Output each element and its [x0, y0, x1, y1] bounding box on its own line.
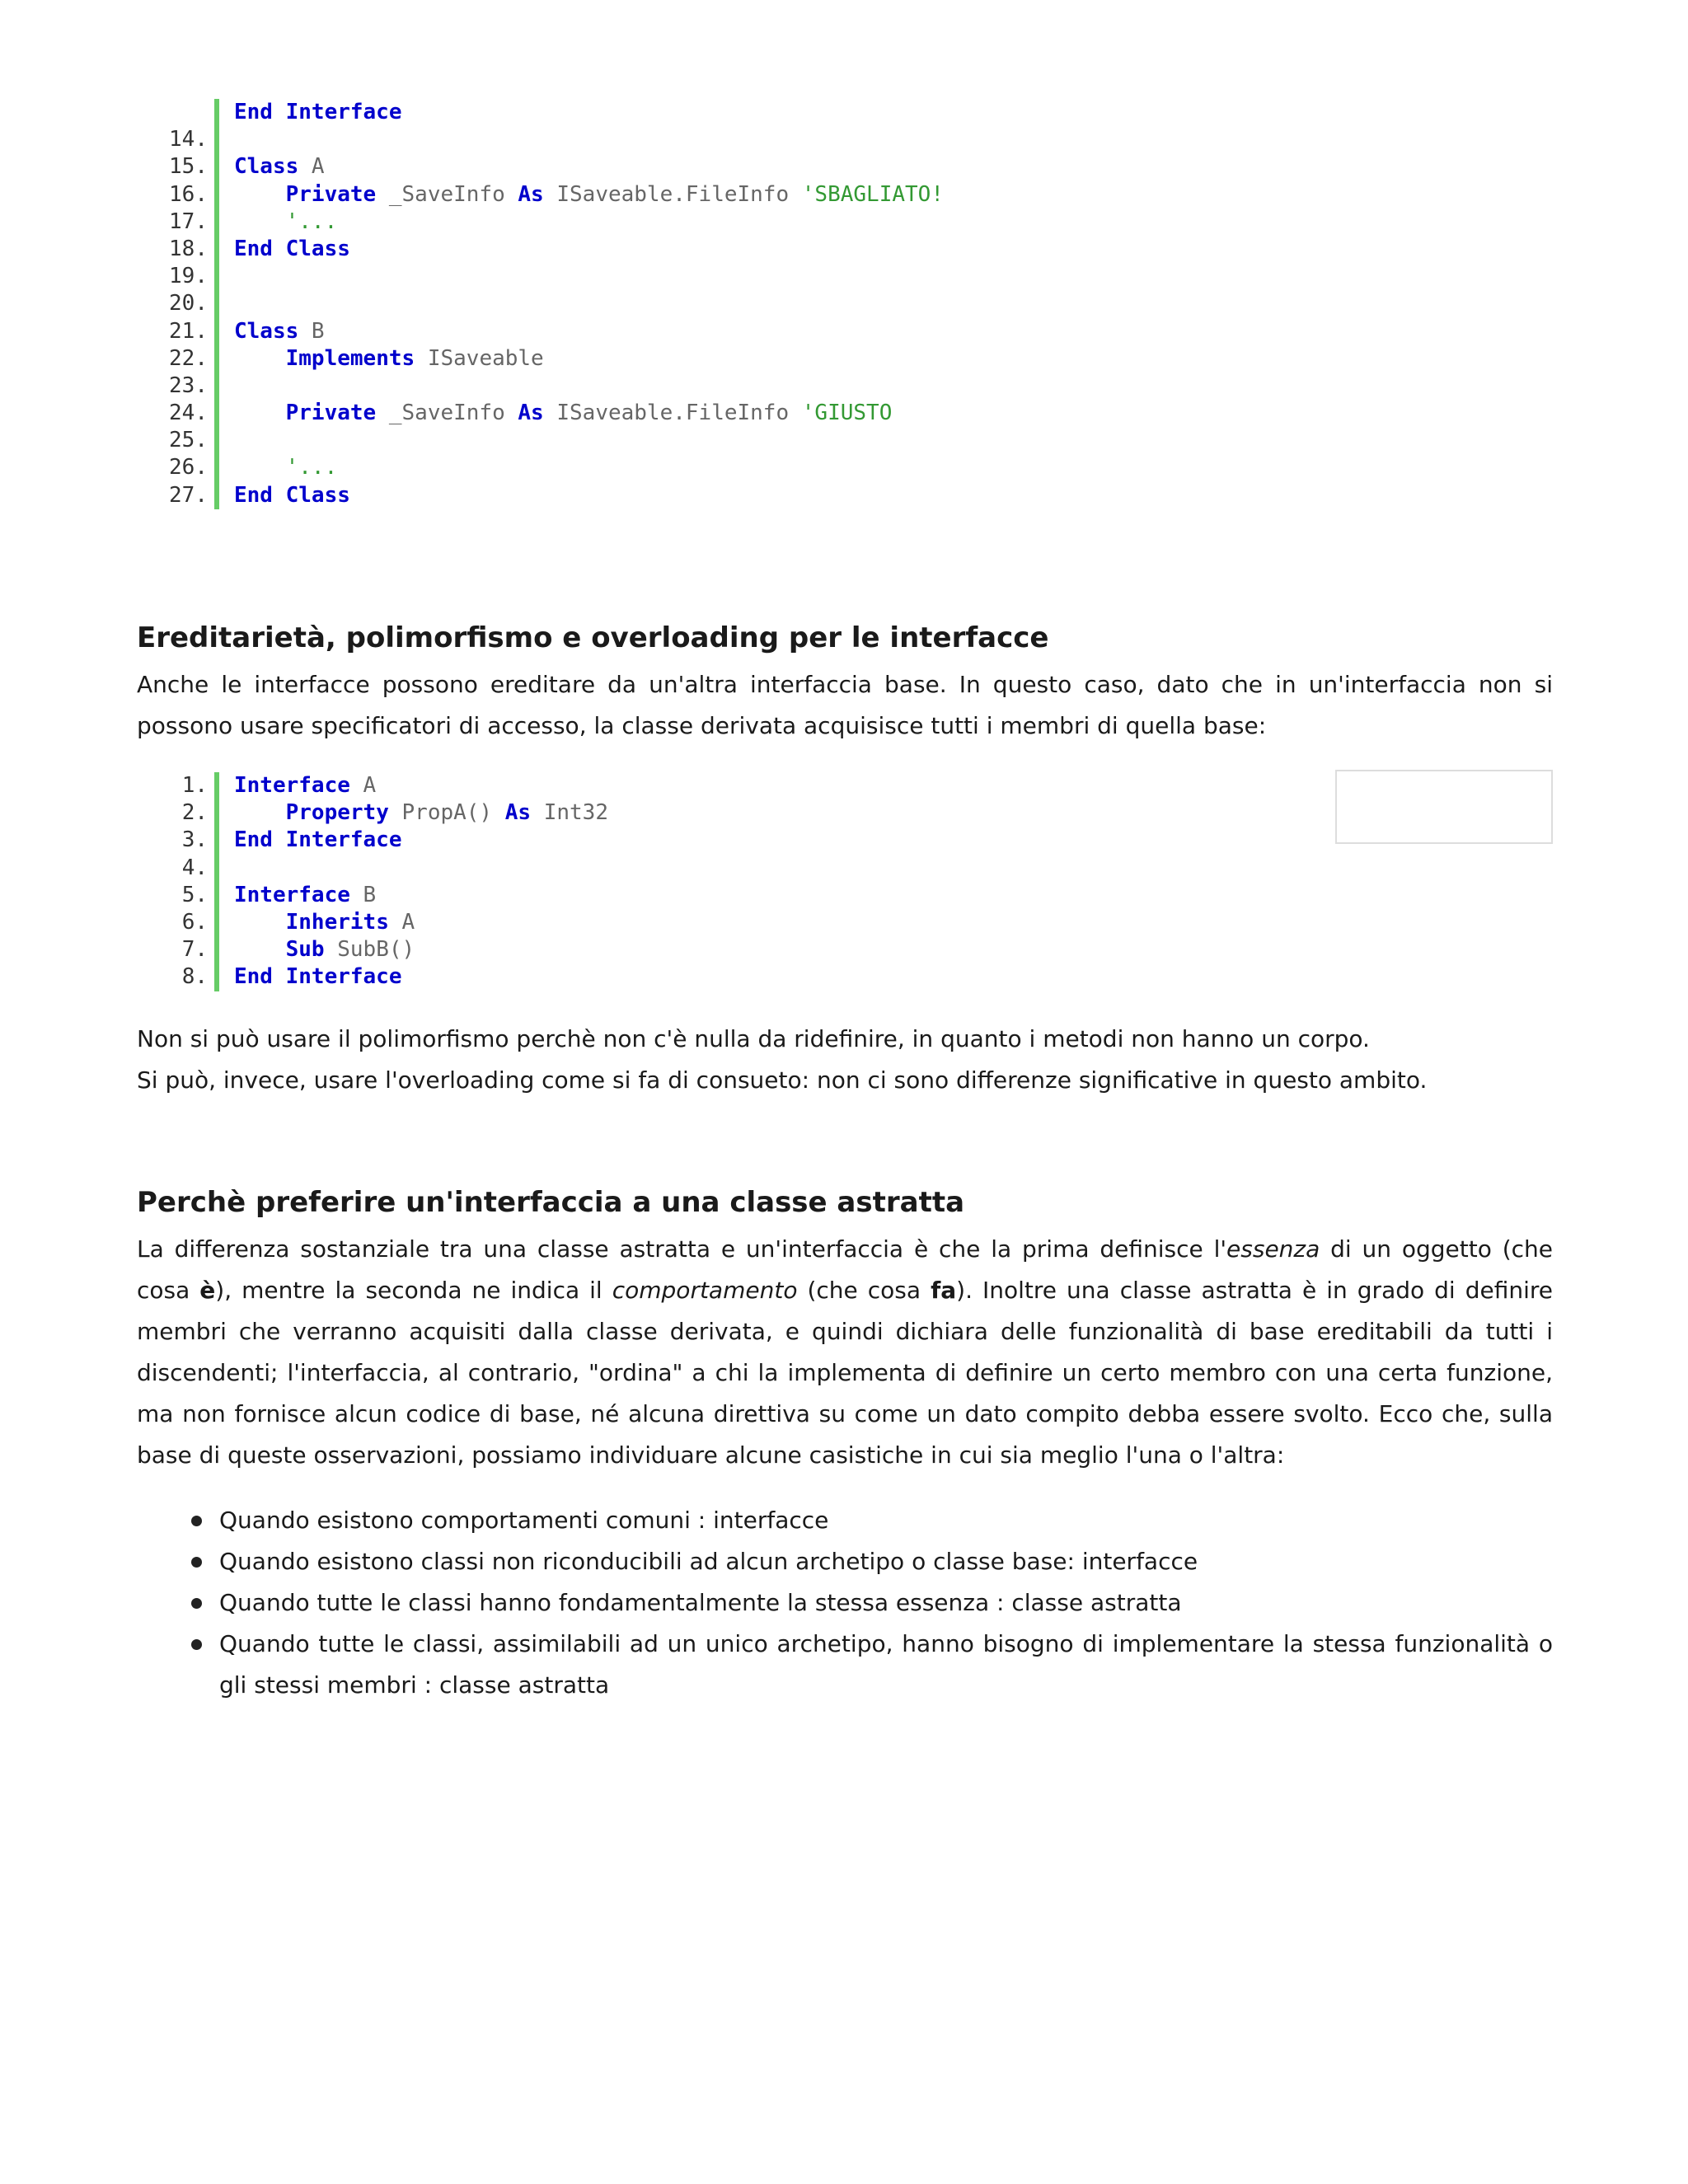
- code-line: [137, 345, 944, 373]
- code-keyword: Private: [285, 181, 377, 207]
- line-number: 1.: [181, 773, 208, 798]
- code-text: [219, 126, 234, 153]
- code-line: [137, 236, 944, 263]
- code-text: [219, 236, 350, 263]
- bullet-icon: [191, 1598, 202, 1609]
- code-line: [137, 855, 608, 882]
- code-token: ISaveable: [415, 345, 544, 371]
- code-token: SubB(): [324, 937, 415, 963]
- code-text: [219, 772, 376, 799]
- line-number: 2.: [181, 800, 208, 826]
- line-number: 22.: [169, 345, 208, 371]
- list-item: [137, 1541, 1553, 1582]
- code-token: [234, 800, 286, 825]
- code-comment: '...: [285, 455, 338, 480]
- line-number: [137, 99, 214, 126]
- code-token: [234, 209, 286, 234]
- code-text: [219, 153, 325, 180]
- term-e: è: [199, 1277, 216, 1304]
- guidelines-list: [137, 1500, 1553, 1706]
- code-keyword: Property: [285, 800, 389, 826]
- line-number: 27.: [169, 482, 208, 508]
- code-token: A: [298, 154, 325, 180]
- code-keyword: Class: [234, 318, 299, 344]
- code-text: [219, 318, 325, 345]
- code-keyword: Interface: [234, 882, 350, 907]
- code-text: [219, 454, 337, 481]
- line-number: 14.: [169, 127, 208, 152]
- code-text: [219, 427, 234, 454]
- line-number: 25.: [169, 428, 208, 453]
- line-number: 4.: [181, 855, 208, 880]
- empty-box: [1335, 770, 1553, 844]
- overloading-note: Si può, invece, usare l'overloading come si fa di consueto: non ci sono differenze significative in questo ambito.: [137, 1066, 1428, 1094]
- list-item-text: Quando esistono classi non riconducibili ad alcun archetipo o classe base: interfacce: [219, 1548, 1198, 1575]
- code-comment: 'GIUSTO: [801, 401, 893, 426]
- code-keyword: End Interface: [234, 964, 402, 990]
- code-line: [137, 482, 944, 509]
- list-item-text: Quando tutte le classi, assimilabili ad un unico archetipo, hanno bisogno di implementare la stessa funzionalità o gli stessi membri : classe astratta: [219, 1630, 1553, 1699]
- code-token: [234, 910, 286, 935]
- code-text: [219, 936, 415, 963]
- paragraph-text: La differenza sostanziale tra una classe astratta e un'interfaccia è che la prima definisce l': [137, 1235, 1227, 1263]
- code-line: [137, 909, 608, 936]
- code-token: [234, 182, 286, 207]
- code-text: [219, 99, 402, 126]
- term-comportamento: comportamento: [612, 1277, 798, 1304]
- code-line: [137, 454, 944, 481]
- code-keyword: As: [504, 800, 532, 826]
- code-line: [137, 827, 608, 854]
- line-number: 18.: [169, 236, 208, 261]
- code-text: [219, 855, 234, 882]
- code-comment: 'SBAGLIATO!: [801, 181, 944, 207]
- code-text: [219, 482, 350, 509]
- line-number: 26.: [169, 455, 208, 480]
- code-text: [219, 373, 234, 400]
- code-line: [137, 181, 944, 209]
- code-text: [219, 827, 402, 854]
- list-item: [137, 1500, 1553, 1541]
- code-keyword: Private: [285, 401, 377, 426]
- list-item-text: Quando tutte le classi hanno fondamentalmente la stessa essenza : classe astratta: [219, 1589, 1182, 1616]
- list-item: [137, 1582, 1553, 1624]
- code-token: ISaveable.FileInfo: [543, 401, 802, 426]
- line-number: 7.: [181, 937, 208, 963]
- code-text: [219, 799, 608, 827]
- code-text: [219, 181, 944, 209]
- code-text: [219, 345, 544, 373]
- line-number: 17.: [169, 209, 208, 234]
- code-token: A: [349, 773, 377, 798]
- code-token: ISaveable.FileInfo: [543, 181, 802, 207]
- code-text: [219, 400, 892, 427]
- paragraph-text: di un oggetto (che cosa: [137, 1235, 1553, 1304]
- code-block-2: [137, 772, 608, 991]
- code-line: [137, 318, 944, 345]
- code-keyword: Implements: [285, 345, 415, 371]
- code-line: [137, 400, 944, 427]
- code-comment: '...: [285, 209, 338, 234]
- code-line: [137, 99, 944, 126]
- code-keyword: End Class: [234, 482, 350, 508]
- code-token: [234, 346, 286, 371]
- code-text: [219, 882, 376, 909]
- code-keyword: Sub: [285, 937, 325, 963]
- code-keyword: End Interface: [234, 827, 402, 853]
- code-token: B: [349, 882, 377, 907]
- code-token: [234, 937, 286, 962]
- section-1-intro-paragraph: Anche le interfacce possono ereditare da un'altra interfaccia base. In questo caso, dato che in un'interfaccia non si possono usare specificatori di accesso, la classe derivata acquisisce tutti i membri di quella base:: [137, 671, 1553, 739]
- paragraph-text: (che cosa: [797, 1277, 931, 1304]
- code-keyword: End Class: [234, 236, 350, 261]
- line-number: 23.: [169, 373, 208, 398]
- code-line: [137, 126, 944, 153]
- code-token: B: [298, 318, 325, 344]
- polymorphism-note: Non si può usare il polimorfismo perchè non c'è nulla da ridefinire, in quanto i metodi non hanno un corpo.: [137, 1025, 1370, 1052]
- code-text: [219, 963, 402, 991]
- code-keyword: As: [518, 401, 544, 426]
- code-token: A: [388, 909, 415, 935]
- code-block-1: [137, 99, 944, 509]
- term-essenza: essenza: [1226, 1235, 1320, 1263]
- line-number: 19.: [169, 264, 208, 289]
- code-token: [234, 401, 286, 425]
- line-number: 24.: [169, 401, 208, 426]
- code-keyword: Interface: [234, 773, 350, 798]
- section-heading-inheritance: Ereditarietà, polimorfismo e overloading per le interfacce: [137, 621, 1049, 654]
- code-line: [137, 209, 944, 236]
- code-line: [137, 290, 944, 317]
- bullet-icon: [191, 1516, 202, 1526]
- list-item-text: Quando esistono comportamenti comuni : interfacce: [219, 1507, 829, 1534]
- code-line: [137, 882, 608, 909]
- paragraph-text: ). Inoltre una classe astratta è in grado di definire membri che verranno acquisiti dalla classe derivata, e quindi dichiara delle funzionalità di base ereditabili da tutti i discendenti; l'interfaccia, al contrario, "ordina" a chi la implementa di definire un certo membro con una certa funzione, ma non fornisce alcun codice di base, né alcuna direttiva su come un dato compito debba essere svolto. Ecco che, sulla base di queste osservazioni, possiamo individuare alcune casistiche in cui sia meglio l'una o l'altra:: [137, 1277, 1554, 1469]
- code-keyword: As: [518, 181, 544, 207]
- section-heading-why-interface: Perchè preferire un'interfaccia a una classe astratta: [137, 1186, 965, 1219]
- code-line: [137, 799, 608, 827]
- code-line: [137, 772, 608, 799]
- code-text: [219, 209, 337, 236]
- line-number: 6.: [181, 909, 208, 935]
- code-text: [219, 290, 234, 317]
- code-line: [137, 963, 608, 991]
- code-token: _SaveInfo: [376, 181, 518, 207]
- line-number: 16.: [169, 181, 208, 207]
- code-line: [137, 936, 608, 963]
- code-text: [219, 909, 415, 936]
- code-token: Int32: [531, 800, 608, 826]
- bullet-icon: [191, 1557, 202, 1568]
- code-text: [219, 263, 234, 290]
- line-number: 3.: [181, 827, 208, 853]
- code-line: [137, 373, 944, 400]
- term-fa: fa: [931, 1277, 957, 1304]
- section-2-paragraph: [137, 1229, 1553, 1476]
- code-keyword: Inherits: [285, 909, 389, 935]
- paragraph-text: ), mentre la seconda ne indica il: [215, 1277, 612, 1304]
- line-number: 20.: [169, 291, 208, 316]
- list-item: [137, 1624, 1553, 1706]
- line-number: 21.: [169, 318, 208, 344]
- code-line: [137, 263, 944, 290]
- code-keyword: Class: [234, 154, 299, 180]
- bullet-icon: [191, 1639, 202, 1650]
- code-token: [234, 455, 286, 480]
- line-number: 5.: [181, 882, 208, 907]
- code-line: [137, 427, 944, 454]
- code-token: PropA(): [388, 800, 505, 826]
- line-number: 8.: [181, 964, 208, 990]
- code-line: [137, 153, 944, 180]
- line-number: 15.: [169, 154, 208, 180]
- code-token: _SaveInfo: [376, 401, 518, 426]
- code-keyword: End Interface: [234, 100, 402, 124]
